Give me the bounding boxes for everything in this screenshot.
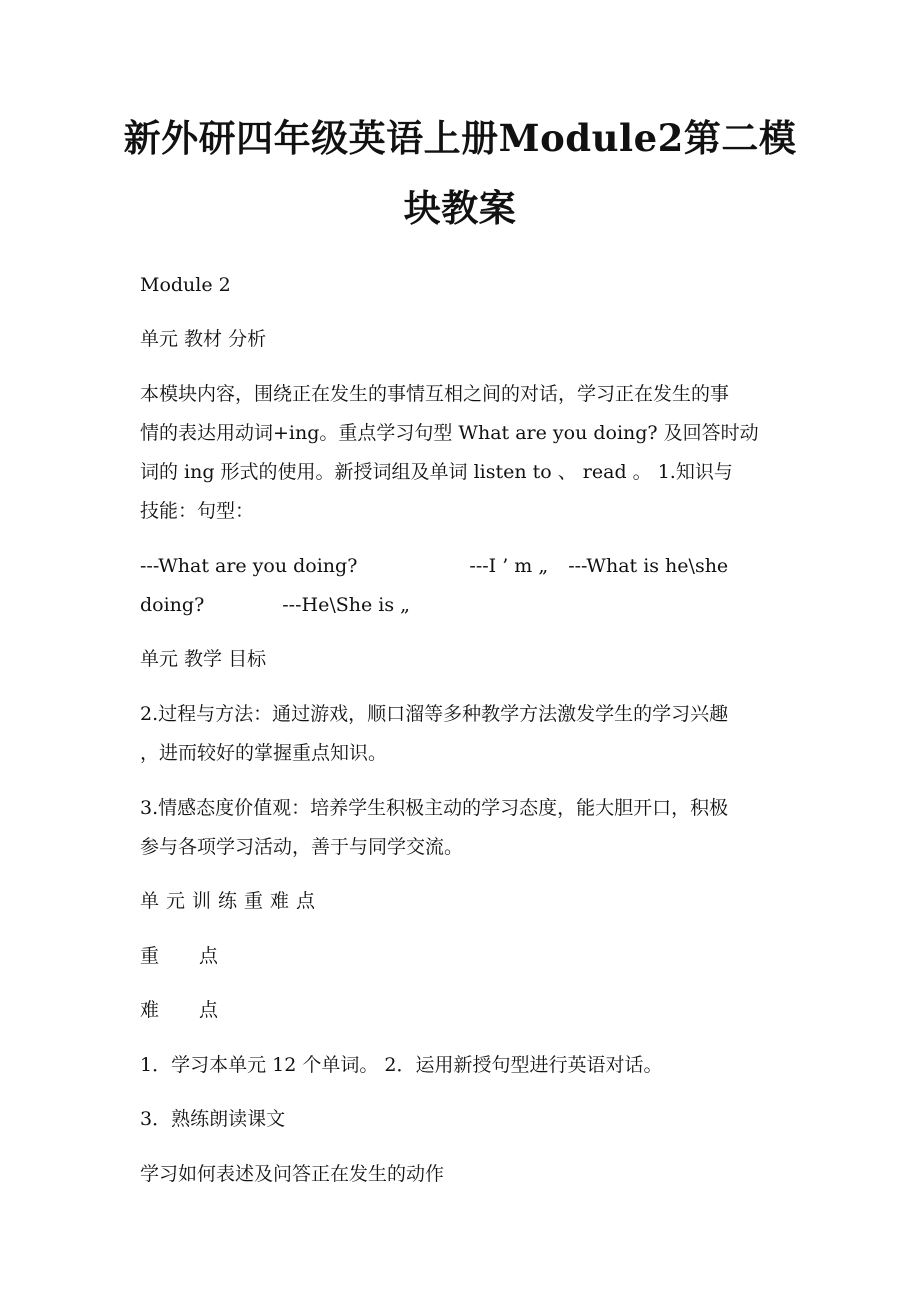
document-title-line2: 块教案	[403, 186, 517, 230]
difficult-point-char-2: 点	[199, 999, 219, 1021]
section-heading-goals: 单元 教学 目标	[140, 648, 267, 670]
key-point-label	[140, 936, 782, 976]
goal-2-line: ，进而较好的掌握重点知识。	[140, 742, 388, 764]
document-title-line1: 新外研四年级英语上册Module2第二模	[123, 116, 797, 160]
analysis-line: 技能：句型：	[140, 500, 255, 522]
analysis-line: 本模块内容，围绕正在发生的事情互相之间的对话，学习正在发生的事	[140, 383, 730, 405]
difficult-item-line: 学习如何表述及问答正在发生的动作	[140, 1163, 445, 1185]
difficult-point-char-1: 难	[140, 999, 160, 1021]
key-point-char-1: 重	[140, 945, 160, 967]
goal-3-line: 参与各项学习活动，善于与同学交流。	[140, 836, 464, 858]
goal-2-line: 2.过程与方法：通过游戏，顺口溜等多种教学方法激发学生的学习兴趣	[140, 703, 729, 725]
section-heading-difficulty: 单元训练重难点	[140, 890, 323, 912]
section-heading-analysis: 单元 教材 分析	[140, 328, 267, 350]
goal-3-line: 3.情感态度价值观：培养学生积极主动的学习态度，能大胆开口，积极	[140, 797, 729, 819]
dialog-question-1: ---What are you doing?	[140, 555, 358, 577]
analysis-line: 情的表达用动词+ing。重点学习句型 What are you doing? 及回答时动	[140, 422, 759, 444]
key-items-line: 1．学习本单元 12 个单词。 2．运用新授句型进行英语对话。	[140, 1054, 663, 1076]
dialog-answer-1: ---I ’ m „	[469, 555, 549, 577]
key-items-line-2: 3．熟练朗读课文	[140, 1108, 286, 1130]
module-label: Module 2	[140, 274, 231, 296]
dialog-line-2	[140, 585, 782, 625]
analysis-line: 词的 ing 形式的使用。新授词组及单词 listen to 、 read 。 1.知识与	[140, 461, 733, 483]
key-point-char-2: 点	[199, 945, 219, 967]
dialog-answer-2: ---He\She is „	[282, 594, 410, 616]
difficult-point-label	[140, 990, 782, 1030]
dialog-line-1	[140, 546, 782, 586]
dialog-question-2-start: ---What is he\she	[568, 555, 729, 577]
dialog-question-2-end: doing?	[140, 594, 205, 616]
